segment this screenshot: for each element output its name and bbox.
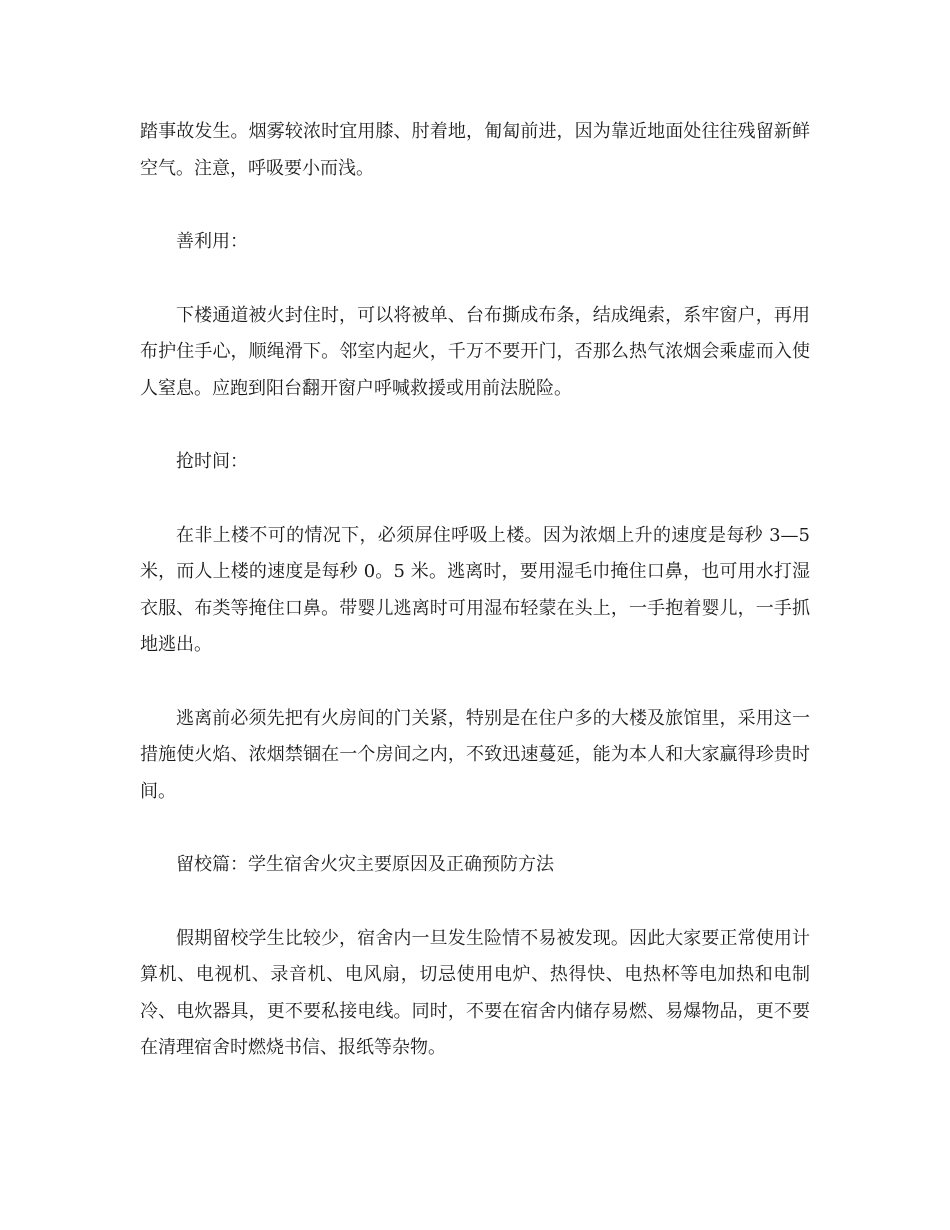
section-heading-dormitory-fire: 留校篇：学生宿舍火灾主要原因及正确预防方法: [176, 854, 554, 875]
paragraph-smoke-escape-continued: 踏事故发生。烟雾较浓时宜用膝、肘着地，匍匐前进，因为靠近地面处往往残留新鲜空气。注意，呼吸要小而浅。: [140, 121, 810, 179]
section-heading-seize-time: 抢时间：: [176, 451, 248, 472]
paragraph-upstairs-escape: 在非上楼不可的情况下，必须屏住呼吸上楼。因为浓烟上升的速度是每秒 3—5 米，而人上楼的速度是每秒 0。5 米。逃离时，要用湿毛巾掩住口鼻，也可用水打湿衣服、布类等掩住口鼻。带婴儿逃离时可用湿布轻蒙在头上，一手抱着婴儿，一手抓地逃出。: [140, 524, 810, 655]
document-body: [140, 114, 810, 1104]
paragraph-dormitory-prevention: 假期留校学生比较少，宿舍内一旦发生险情不易被发现。因此大家要正常使用计算机、电视机、录音机、电风扇，切忌使用电炉、热得快、电热杯等电加热和电制冷、电炊器具，更不要私接电线。同时，不要在宿舍内储存易燃、易爆物品，更不要在清理宿舍时燃烧书信、报纸等杂物。: [140, 927, 810, 1058]
paragraph-close-door: 逃离前必须先把有火房间的门关紧，特别是在住户多的大楼及旅馆里，采用这一措施使火焰、浓烟禁锢在一个房间之内，不致迅速蔓延，能为本人和大家赢得珍贵时间。: [140, 707, 810, 802]
paragraph-rope-escape: 下楼通道被火封住时，可以将被单、台布撕成布条，结成绳索，系牢窗户，再用布护住手心，顺绳滑下。邻室内起火，千万不要开门，否那么热气浓烟会乘虚而入使人窒息。应跑到阳台翻开窗户呼喊救援或用前法脱险。: [140, 304, 810, 399]
section-heading-use-resources: 善利用：: [176, 231, 248, 252]
